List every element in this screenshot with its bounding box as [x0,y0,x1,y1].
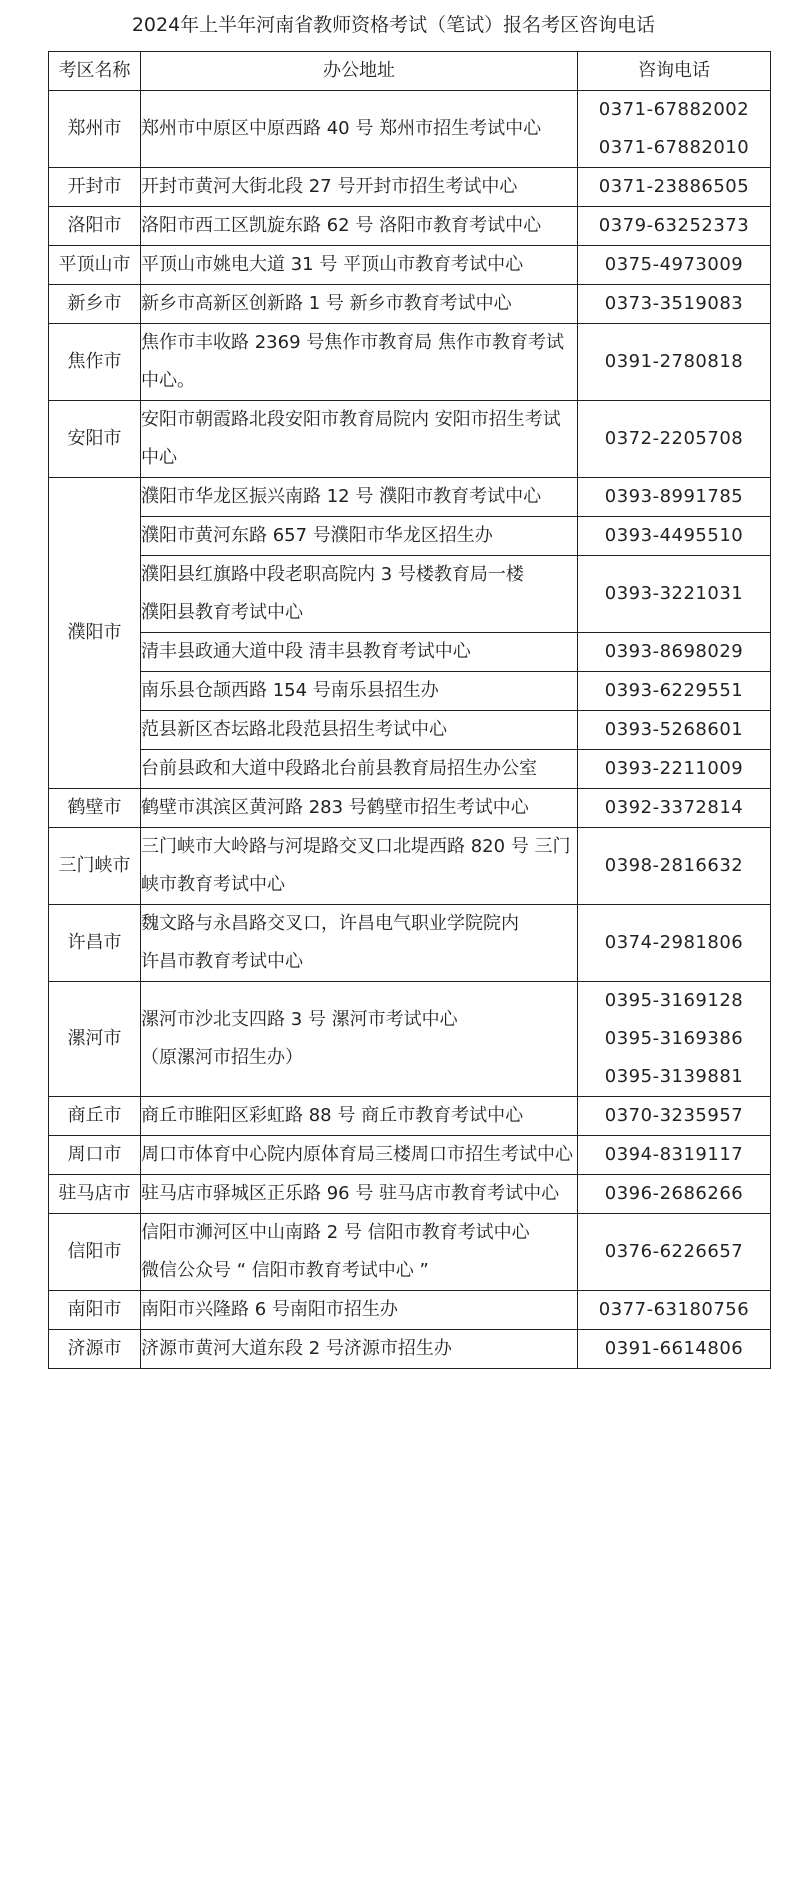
phone-number: 0391-6614806 [604,1338,744,1359]
address-line: 新乡市高新区创新路 1 号 新乡市教育考试中心 [141,293,512,314]
address-line: （原漯河市招生办） [141,1047,303,1068]
table-row [49,168,771,207]
region-name-cell: 商丘市 [49,1097,141,1136]
address-cell [141,207,578,246]
phone-cell [578,478,771,517]
table-row [49,246,771,285]
phone-cell [578,207,771,246]
address-cell [141,285,578,324]
region-name-cell: 洛阳市 [49,207,141,246]
address-cell [141,982,578,1097]
phone-number: 0371-23886505 [598,176,750,197]
table-header-row [49,52,771,91]
region-name-cell: 平顶山市 [49,246,141,285]
region-name-cell: 驻马店市 [49,1175,141,1214]
address-line: 平顶山市姚电大道 31 号 平顶山市教育考试中心 [141,254,524,275]
table-row [49,828,771,905]
phone-number: 0393-8991785 [604,486,744,507]
phone-cell [578,750,771,789]
address-cell [141,401,578,478]
address-line: 濮阳县教育考试中心 [141,602,303,623]
address-line: 魏文路与永昌路交叉口，许昌电气职业学院院内 [141,913,519,934]
address-line: 清丰县政通大道中段 清丰县教育考试中心 [141,641,471,662]
table-row [49,905,771,982]
address-line: 濮阳市黄河东路 657 号濮阳市华龙区招生办 [141,525,493,546]
phone-cell [578,1291,771,1330]
table-row [49,1136,771,1175]
region-name-cell: 焦作市 [49,324,141,401]
address-line: 驻马店市驿城区正乐路 96 号 驻马店市教育考试中心 [141,1183,560,1204]
phone-number: 0376-6226657 [604,1241,744,1262]
address-cell [141,517,578,556]
phone-number: 0395-3169386 [604,1028,744,1049]
address-cell [141,905,578,982]
address-line: 商丘市睢阳区彩虹路 88 号 商丘市教育考试中心 [141,1105,524,1126]
address-line: 洛阳市西工区凯旋东路 62 号 洛阳市教育考试中心 [141,215,542,236]
phone-number: 0395-3169128 [604,990,744,1011]
phone-cell [578,1136,771,1175]
address-cell [141,1136,578,1175]
address-cell [141,556,578,633]
address-line: 范县新区杏坛路北段范县招生考试中心 [141,719,447,740]
header-phone: 咨询电话 [578,52,771,91]
phone-number: 0393-6229551 [604,680,744,701]
table-row [49,1097,771,1136]
region-name-cell: 济源市 [49,1330,141,1369]
address-line: 安阳市朝霞路北段安阳市教育局院内 安阳市招生考试中心 [141,409,561,468]
region-name-cell: 南阳市 [49,1291,141,1330]
table-row [49,1330,771,1369]
address-line: 南阳市兴隆路 6 号南阳市招生办 [141,1299,398,1320]
phone-cell [578,982,771,1097]
table-row [49,207,771,246]
phone-number: 0398-2816632 [604,855,744,876]
phone-cell [578,168,771,207]
region-name-cell: 新乡市 [49,285,141,324]
address-line: 南乐县仓颉西路 154 号南乐县招生办 [141,680,439,701]
phone-cell [578,285,771,324]
address-cell [141,672,578,711]
region-name-cell: 开封市 [49,168,141,207]
contact-table [48,51,771,1369]
region-name-cell: 鹤壁市 [49,789,141,828]
phone-cell [578,905,771,982]
address-line: 微信公众号 “ 信阳市教育考试中心 ” [141,1260,429,1281]
region-name-cell: 周口市 [49,1136,141,1175]
address-line: 信阳市浉河区中山南路 2 号 信阳市教育考试中心 [141,1222,530,1243]
phone-number: 0371-67882002 [598,99,750,120]
address-cell [141,91,578,168]
phone-cell [578,1175,771,1214]
phone-cell [578,672,771,711]
table-body [49,91,771,1369]
address-line: 周口市体育中心院内原体育局三楼周口市招生考试中心 [141,1144,573,1165]
phone-cell [578,1330,771,1369]
address-line: 焦作市丰收路 2369 号焦作市教育局 焦作市教育考试中心。 [141,332,564,391]
phone-number: 0395-3139881 [604,1066,744,1087]
table-row [49,750,771,789]
phone-number: 0393-5268601 [604,719,744,740]
phone-cell [578,1097,771,1136]
phone-number: 0371-67882010 [598,137,750,158]
table-row [49,982,771,1097]
phone-number: 0379-63252373 [598,215,750,236]
header-address: 办公地址 [141,52,578,91]
phone-number: 0392-3372814 [604,797,744,818]
region-name-cell: 三门峡市 [49,828,141,905]
phone-cell [578,1214,771,1291]
phone-number: 0394-8319117 [604,1144,744,1165]
phone-cell [578,401,771,478]
region-name-cell: 濮阳市 [49,478,141,789]
phone-number: 0375-4973009 [604,254,744,275]
address-line: 三门峡市大岭路与河堤路交叉口北堤西路 820 号 三门峡市教育考试中心 [141,836,571,895]
address-cell [141,1175,578,1214]
table-row [49,556,771,633]
phone-cell [578,517,771,556]
table-row [49,91,771,168]
address-line: 济源市黄河大道东段 2 号济源市招生办 [141,1338,452,1359]
address-cell [141,478,578,517]
phone-number: 0377-63180756 [598,1299,750,1320]
table-row [49,633,771,672]
table-row [49,324,771,401]
table-row [49,285,771,324]
address-cell [141,324,578,401]
address-cell [141,789,578,828]
table-row [49,789,771,828]
phone-cell [578,556,771,633]
region-name-cell: 漯河市 [49,982,141,1097]
phone-cell [578,91,771,168]
phone-number: 0370-3235957 [604,1105,744,1126]
address-cell [141,246,578,285]
address-line: 鹤壁市淇滨区黄河路 283 号鹤壁市招生考试中心 [141,797,529,818]
address-line: 漯河市沙北支四路 3 号 漯河市考试中心 [141,1009,458,1030]
region-name-cell: 许昌市 [49,905,141,982]
phone-cell [578,789,771,828]
phone-number: 0372-2205708 [604,428,744,449]
address-line: 郑州市中原区中原西路 40 号 郑州市招生考试中心 [141,118,542,139]
table-row [49,478,771,517]
address-cell [141,828,578,905]
phone-number: 0393-4495510 [604,525,744,546]
address-line: 许昌市教育考试中心 [141,951,303,972]
address-cell [141,1330,578,1369]
address-line: 开封市黄河大街北段 27 号开封市招生考试中心 [141,176,518,197]
table-row [49,711,771,750]
phone-number: 0374-2981806 [604,932,744,953]
address-cell [141,633,578,672]
phone-cell [578,324,771,401]
region-name-cell: 信阳市 [49,1214,141,1291]
phone-number: 0396-2686266 [604,1183,744,1204]
phone-cell [578,828,771,905]
address-cell [141,168,578,207]
region-name-cell: 郑州市 [49,91,141,168]
address-cell [141,1214,578,1291]
phone-number: 0393-8698029 [604,641,744,662]
phone-number: 0373-3519083 [604,293,744,314]
phone-cell [578,633,771,672]
table-row [49,672,771,711]
address-cell [141,750,578,789]
phone-cell [578,711,771,750]
address-cell [141,1097,578,1136]
document-title: 2024年上半年河南省教师资格考试（笔试）报名考区咨询电话 [131,14,656,36]
phone-number: 0393-3221031 [604,583,744,604]
region-name-cell: 安阳市 [49,401,141,478]
table-row [49,1214,771,1291]
address-line: 台前县政和大道中段路北台前县教育局招生办公室 [141,758,537,779]
phone-number: 0391-2780818 [604,351,744,372]
table-row [49,401,771,478]
table-row [49,517,771,556]
address-line: 濮阳县红旗路中段老职高院内 3 号楼教育局一楼 [141,564,524,585]
phone-cell [578,246,771,285]
address-cell [141,1291,578,1330]
header-region: 考区名称 [49,52,141,91]
phone-number: 0393-2211009 [604,758,744,779]
address-cell [141,711,578,750]
address-line: 濮阳市华龙区振兴南路 12 号 濮阳市教育考试中心 [141,486,542,507]
table-row [49,1291,771,1330]
table-row [49,1175,771,1214]
